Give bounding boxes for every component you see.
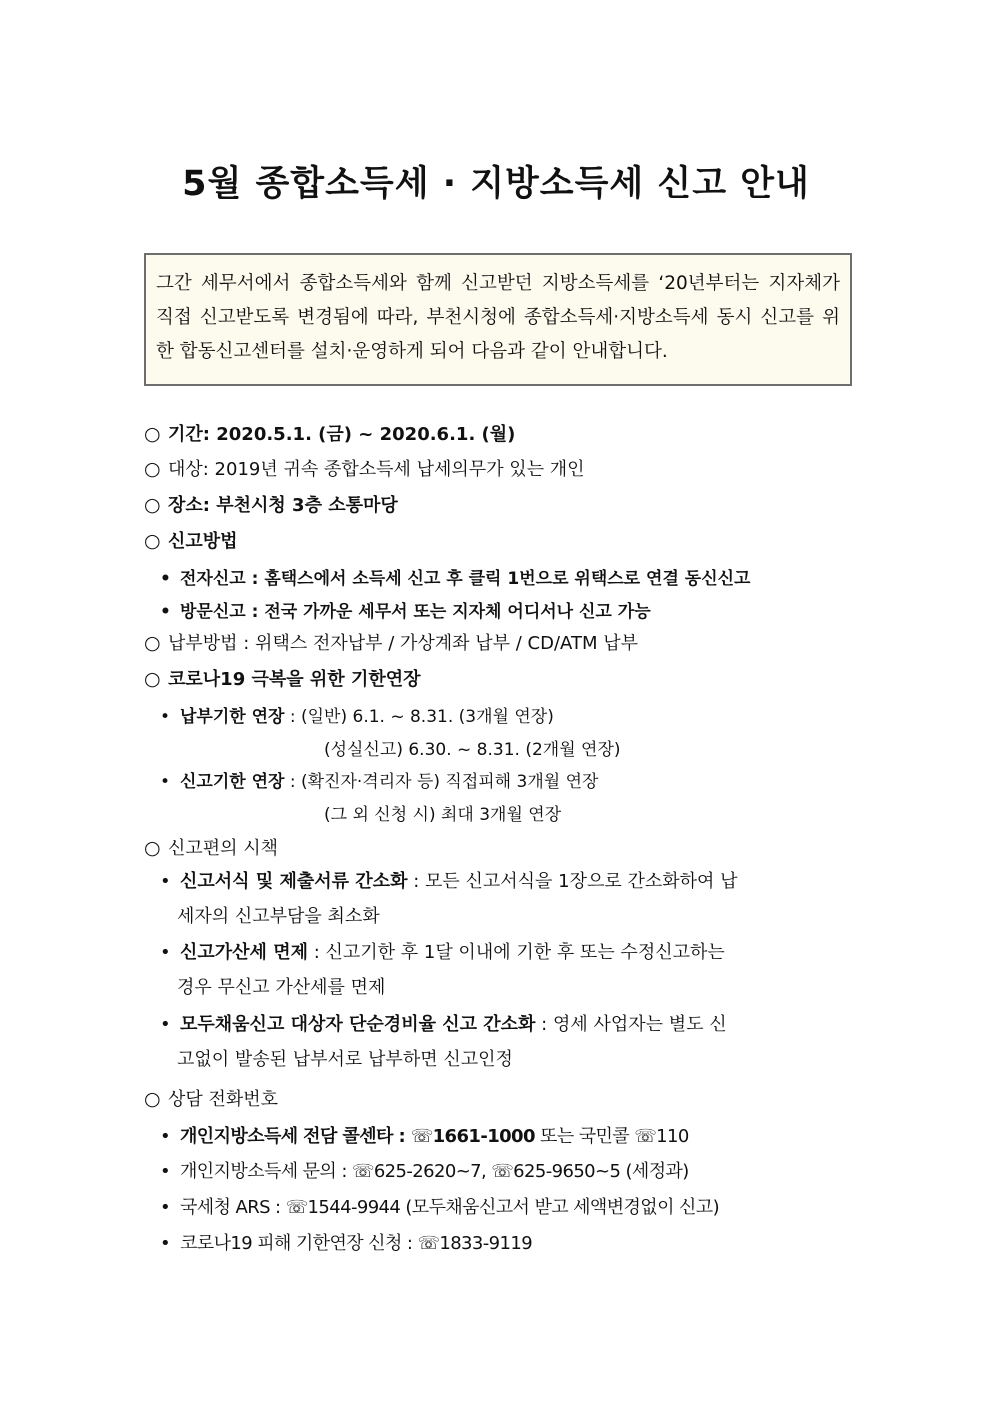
bullet-icon: • bbox=[160, 871, 171, 892]
covid-report-label: 신고기한 연장 bbox=[180, 772, 285, 792]
contact-heading bbox=[144, 1085, 278, 1111]
contact-callcenter-rest: 또는 국민콜 ☏110 bbox=[534, 1126, 689, 1147]
circle-marker-icon: ○ bbox=[144, 423, 161, 445]
covid-pay-label: 납부기한 연장 bbox=[180, 707, 285, 727]
bullet-icon: • bbox=[160, 1197, 171, 1218]
page-title: 5월 종합소득세 · 지방소득세 신고 안내 bbox=[182, 164, 810, 204]
bullet-icon: • bbox=[160, 1161, 171, 1182]
convenience-item-continuation: 경우 무신고 가산세를 면제 bbox=[177, 977, 386, 998]
covid-report-line2: (그 외 신청 시) 최대 3개월 연장 bbox=[324, 805, 562, 825]
covid-pay bbox=[160, 702, 554, 727]
convenience-item-text: : 신고기한 후 1달 이내에 기한 후 또는 수정신고하는 bbox=[307, 942, 725, 963]
covid-heading bbox=[144, 665, 421, 691]
circle-marker-icon: ○ bbox=[144, 668, 161, 690]
method-visit-text: 방문신고 : 전국 가까운 세무서 또는 지자체 어디서나 신고 가능 bbox=[180, 602, 651, 622]
convenience-item-label: 신고서식 및 제출서류 간소화 bbox=[180, 871, 408, 892]
contact-nts bbox=[160, 1193, 719, 1219]
convenience-item bbox=[160, 864, 850, 934]
contact-covid bbox=[160, 1229, 532, 1255]
circle-marker-icon: ○ bbox=[144, 837, 161, 859]
convenience-heading-text: 신고편의 시책 bbox=[168, 838, 279, 859]
covid-report bbox=[160, 767, 598, 792]
contact-inquiry bbox=[160, 1157, 689, 1183]
covid-heading-text: 코로나19 극복을 위한 기한연장 bbox=[168, 669, 421, 690]
convenience-item-continuation: 고없이 발송된 납부서로 납부하면 신고인정 bbox=[177, 1049, 513, 1070]
place-item bbox=[144, 491, 398, 517]
convenience-item-label: 신고가산세 면제 bbox=[180, 942, 308, 963]
intro-text: 그간 세무서에서 종합소득세와 함께 신고받던 지방소득세를 ‘20년부터는 지자체가 직접 신고받도록 변경됨에 따라, 부천시청에 종합소득세·지방소득세 동시 신고를 위한 합동신고센터를 설치·운영하게 되어 다음과 같이 안내합니다. bbox=[156, 273, 840, 362]
convenience-item-label: 모두채움신고 대상자 단순경비율 신고 간소화 bbox=[180, 1014, 536, 1035]
method-heading bbox=[144, 527, 238, 553]
target-text: 대상: 2019년 귀속 종합소득세 납세의무가 있는 개인 bbox=[168, 459, 585, 480]
circle-marker-icon: ○ bbox=[144, 530, 161, 552]
convenience-heading bbox=[144, 834, 278, 860]
circle-marker-icon: ○ bbox=[144, 632, 161, 654]
circle-marker-icon: ○ bbox=[144, 458, 161, 480]
method-electronic bbox=[160, 564, 750, 589]
bullet-icon: • bbox=[160, 602, 171, 622]
method-visit bbox=[160, 597, 651, 622]
convenience-item-text: : 영세 사업자는 별도 신 bbox=[535, 1014, 727, 1035]
circle-marker-icon: ○ bbox=[144, 494, 161, 516]
bullet-icon: • bbox=[160, 772, 171, 792]
period-text: 기간: 2020.5.1. (금) ~ 2020.6.1. (월) bbox=[168, 424, 516, 445]
covid-report-line1: : (확진자·격리자 등) 직접피해 3개월 연장 bbox=[289, 772, 599, 792]
bullet-icon: • bbox=[160, 707, 171, 727]
target-item bbox=[144, 455, 585, 481]
convenience-item bbox=[160, 935, 850, 1005]
contact-covid-text: 코로나19 피해 기한연장 신청 : ☏1833-9119 bbox=[180, 1233, 533, 1254]
contact-inquiry-text: 개인지방소득세 문의 : ☏625-2620~7, ☏625-9650~5 (세정과) bbox=[180, 1161, 689, 1182]
convenience-item bbox=[160, 1007, 850, 1077]
contact-heading-text: 상담 전화번호 bbox=[168, 1089, 279, 1110]
intro-box bbox=[144, 253, 852, 386]
payment-text: 납부방법 : 위택스 전자납부 / 가상계좌 납부 / CD/ATM 납부 bbox=[168, 633, 638, 654]
method-electronic-text: 전자신고 : 홈택스에서 소득세 신고 후 클릭 1번으로 위택스로 연결 동신신고 bbox=[180, 569, 751, 589]
contact-nts-text: 국세청 ARS : ☏1544-9944 (모두채움신고서 받고 세액변경없이 신고) bbox=[180, 1197, 719, 1218]
payment-item bbox=[144, 629, 638, 655]
place-text: 장소: 부천시청 3층 소통마당 bbox=[168, 495, 398, 516]
bullet-icon: • bbox=[160, 942, 171, 963]
bullet-icon: • bbox=[160, 1233, 171, 1254]
bullet-icon: • bbox=[160, 1014, 171, 1035]
bullet-icon: • bbox=[160, 1126, 171, 1147]
circle-marker-icon: ○ bbox=[144, 1088, 161, 1110]
method-heading-text: 신고방법 bbox=[168, 531, 238, 552]
convenience-item-text: : 모든 신고서식을 1장으로 간소화하여 납 bbox=[407, 871, 738, 892]
period-item bbox=[144, 420, 515, 446]
covid-pay-line1: : (일반) 6.1. ~ 8.31. (3개월 연장) bbox=[289, 707, 554, 727]
convenience-item-continuation: 세자의 신고부담을 최소화 bbox=[177, 906, 380, 927]
contact-callcenter-label: 개인지방소득세 전담 콜센타 : ☏1661-1000 bbox=[180, 1126, 535, 1147]
contact-callcenter bbox=[160, 1122, 689, 1148]
bullet-icon: • bbox=[160, 569, 171, 589]
covid-pay-line2: (성실신고) 6.30. ~ 8.31. (2개월 연장) bbox=[324, 740, 621, 760]
